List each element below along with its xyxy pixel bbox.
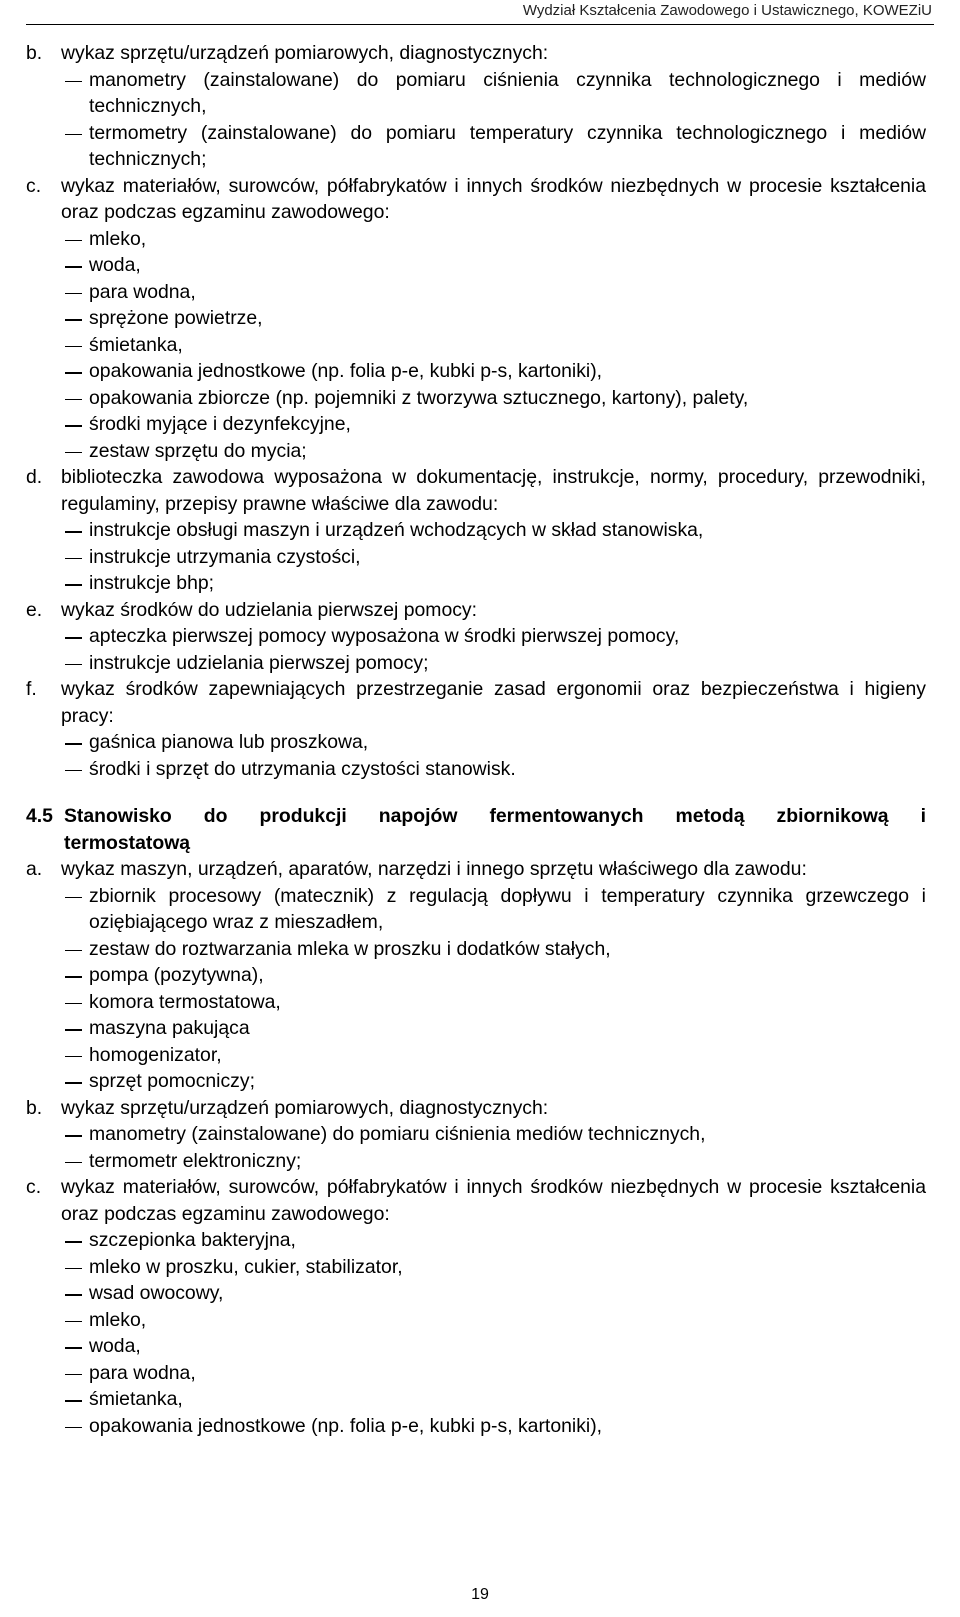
bullet-text: zestaw do roztwarzania mleka w proszku i dodatków stałych, (89, 937, 611, 960)
dash-bullet-icon (61, 623, 89, 650)
item-text: wykaz środków do udzielania pierwszej pomocy: (61, 598, 478, 621)
running-header: Wydział Kształcenia Zawodowego i Ustawicznego, KOWEZiU (522, 2, 932, 19)
bullet-text: sprzęt pomocniczy; (89, 1070, 255, 1092)
bullet-text: homogenizator, (89, 1043, 222, 1066)
bullet-item (61, 279, 926, 306)
dash-bullet-icon (61, 358, 89, 385)
dash-bullet-icon (61, 1280, 89, 1307)
section-heading (26, 803, 926, 856)
bullet-text: mleko w proszku, cukier, stabilizator, (89, 1255, 403, 1278)
bullet-item (61, 623, 926, 650)
dash-bullet-icon (61, 1068, 89, 1095)
bullet-item (61, 1386, 926, 1413)
item-marker: f. (26, 678, 37, 700)
bullet-item (61, 1307, 926, 1334)
bullet-item (61, 305, 926, 332)
dash-bullet-icon (61, 962, 89, 989)
bullet-text: manometry (zainstalowane) do pomiaru ciśnienia czynnika technologicznego i mediów technicznych, (89, 68, 926, 117)
dash-bullet-icon (61, 570, 89, 597)
bullet-item (61, 1042, 926, 1069)
bullet-item (61, 1413, 926, 1440)
bullet-item (61, 1333, 926, 1360)
dash-bullet-icon (61, 517, 89, 544)
bullet-item (61, 226, 926, 253)
dash-bullet-icon (61, 883, 89, 936)
dash-bullet-icon (61, 1227, 89, 1254)
item-text: wykaz sprzętu/urządzeń pomiarowych, diagnostycznych: (61, 1096, 549, 1119)
bullet-text: para wodna, (89, 1361, 196, 1384)
dash-bullet-icon (61, 1413, 89, 1440)
dash-bullet-icon (61, 385, 89, 412)
list-item (26, 597, 926, 624)
dash-bullet-icon (61, 279, 89, 306)
bullet-item (61, 358, 926, 385)
dash-bullet-icon (61, 1121, 89, 1148)
dash-bullet-icon (61, 438, 89, 465)
bullet-item (61, 1121, 926, 1148)
bullet-item (61, 1254, 926, 1281)
list-item (26, 856, 926, 883)
list-item (26, 40, 926, 67)
bullet-text: śmietanka, (89, 1388, 183, 1410)
document-body (26, 40, 926, 1439)
bullet-item (61, 1068, 926, 1095)
bullet-text: zbiornik procesowy (matecznik) z regulacją dopływu i temperatury czynnika grzewczego i oziębiającego wraz z mieszadłem, (89, 884, 926, 933)
list-item (26, 676, 926, 729)
bullet-text: pompa (pozytywna), (89, 964, 264, 986)
bullet-item (61, 1148, 926, 1175)
bullet-text: mleko, (89, 227, 147, 250)
bullet-text: komora termostatowa, (89, 990, 281, 1013)
bullet-item (61, 650, 926, 677)
bullet-item (61, 936, 926, 963)
bullet-text: apteczka pierwszej pomocy wyposażona w środki pierwszej pomocy, (89, 625, 680, 647)
dash-bullet-icon (61, 1042, 89, 1069)
bullet-text: maszyna pakująca (89, 1017, 250, 1039)
bullet-text: opakowania jednostkowe (np. folia p-e, kubki p-s, kartoniki), (89, 360, 603, 382)
equipment-lists-part-2 (26, 856, 926, 1439)
bullet-text: środki i sprzęt do utrzymania czystości stanowisk. (89, 757, 516, 780)
section-number: 4.5 (26, 805, 53, 827)
dash-bullet-icon (61, 1333, 89, 1360)
bullet-item (61, 1280, 926, 1307)
dash-bullet-icon (61, 120, 89, 173)
item-marker: e. (26, 598, 43, 621)
dash-bullet-icon (61, 989, 89, 1016)
bullet-item (61, 120, 926, 173)
dash-bullet-icon (61, 252, 89, 279)
bullet-text: szczepionka bakteryjna, (89, 1229, 296, 1251)
dash-bullet-icon (61, 756, 89, 783)
bullet-text: manometry (zainstalowane) do pomiaru ciśnienia mediów technicznych, (89, 1123, 706, 1145)
bullet-text: termometry (zainstalowane) do pomiaru temperatury czynnika technologicznego i mediów technicznych; (89, 121, 926, 170)
bullet-text: instrukcje obsługi maszyn i urządzeń wchodzących w skład stanowiska, (89, 519, 704, 541)
list-item (26, 1174, 926, 1227)
dash-bullet-icon (61, 650, 89, 677)
bullet-item (61, 411, 926, 438)
bullet-item (61, 1015, 926, 1042)
dash-bullet-icon (61, 1015, 89, 1042)
dash-bullet-icon (61, 411, 89, 438)
dash-bullet-icon (61, 1360, 89, 1387)
bullet-text: instrukcje bhp; (89, 572, 215, 594)
bullet-item (61, 989, 926, 1016)
bullet-item (61, 438, 926, 465)
list-item (26, 1095, 926, 1122)
bullet-text: instrukcje utrzymania czystości, (89, 545, 361, 568)
item-text: biblioteczka zawodowa wyposażona w dokumentację, instrukcje, normy, procedury, przewodniki, regulaminy, przepisy prawne właściwe dla zawodu: (61, 466, 926, 515)
dash-bullet-icon (61, 332, 89, 359)
bullet-item (61, 883, 926, 936)
header-rule (26, 24, 934, 25)
list-item (26, 464, 926, 517)
dash-bullet-icon (61, 1148, 89, 1175)
dash-bullet-icon (61, 1254, 89, 1281)
bullet-item (61, 252, 926, 279)
item-marker: c. (26, 174, 42, 197)
bullet-item (61, 517, 926, 544)
bullet-item (61, 67, 926, 120)
item-text: wykaz środków zapewniających przestrzeganie zasad ergonomii oraz bezpieczeństwa i higieny pracy: (61, 678, 926, 727)
bullet-text: woda, (89, 254, 141, 276)
bullet-item (61, 570, 926, 597)
section-title: Stanowisko do produkcji napojów fermentowanych metodą zbiornikową i termostatową (64, 805, 926, 854)
bullet-text: mleko, (89, 1308, 147, 1331)
dash-bullet-icon (61, 1307, 89, 1334)
item-marker: a. (26, 858, 43, 880)
bullet-item (61, 729, 926, 756)
item-text: wykaz maszyn, urządzeń, aparatów, narzędzi i innego sprzętu właściwego dla zawodu: (61, 858, 807, 880)
bullet-text: sprężone powietrze, (89, 307, 263, 329)
bullet-item (61, 1360, 926, 1387)
item-marker: c. (26, 1176, 42, 1198)
bullet-text: termometr elektroniczny; (89, 1149, 302, 1172)
bullet-text: para wodna, (89, 280, 196, 303)
item-marker: d. (26, 466, 43, 488)
bullet-text: opakowania zbiorcze (np. pojemniki z tworzywa sztucznego, kartony), palety, (89, 386, 749, 409)
bullet-text: woda, (89, 1335, 141, 1357)
bullet-text: środki myjące i dezynfekcyjne, (89, 413, 351, 435)
bullet-text: wsad owocowy, (89, 1282, 224, 1304)
bullet-text: śmietanka, (89, 333, 183, 356)
bullet-item (61, 385, 926, 412)
item-text: wykaz materiałów, surowców, półfabrykatów i innych środków niezbędnych w procesie kształcenia oraz podczas egzaminu zawodowego: (61, 1176, 926, 1225)
dash-bullet-icon (61, 936, 89, 963)
bullet-item (61, 962, 926, 989)
dash-bullet-icon (61, 305, 89, 332)
dash-bullet-icon (61, 1386, 89, 1413)
dash-bullet-icon (61, 729, 89, 756)
dash-bullet-icon (61, 544, 89, 571)
list-item (26, 173, 926, 226)
item-marker: b. (26, 1096, 43, 1119)
bullet-item (61, 756, 926, 783)
bullet-text: opakowania jednostkowe (np. folia p-e, kubki p-s, kartoniki), (89, 1414, 603, 1437)
item-text: wykaz sprzętu/urządzeń pomiarowych, diagnostycznych: (61, 42, 549, 64)
item-marker: b. (26, 42, 43, 64)
bullet-item (61, 544, 926, 571)
dash-bullet-icon (61, 226, 89, 253)
bullet-text: gaśnica pianowa lub proszkowa, (89, 731, 369, 753)
dash-bullet-icon (61, 67, 89, 120)
bullet-item (61, 332, 926, 359)
item-text: wykaz materiałów, surowców, półfabrykatów i innych środków niezbędnych w procesie kształcenia oraz podczas egzaminu zawodowego: (61, 174, 926, 223)
page-number: 19 (471, 1586, 489, 1603)
bullet-text: zestaw sprzętu do mycia; (89, 439, 307, 462)
bullet-item (61, 1227, 926, 1254)
equipment-lists-part-1 (26, 40, 926, 782)
bullet-text: instrukcje udzielania pierwszej pomocy; (89, 651, 429, 674)
